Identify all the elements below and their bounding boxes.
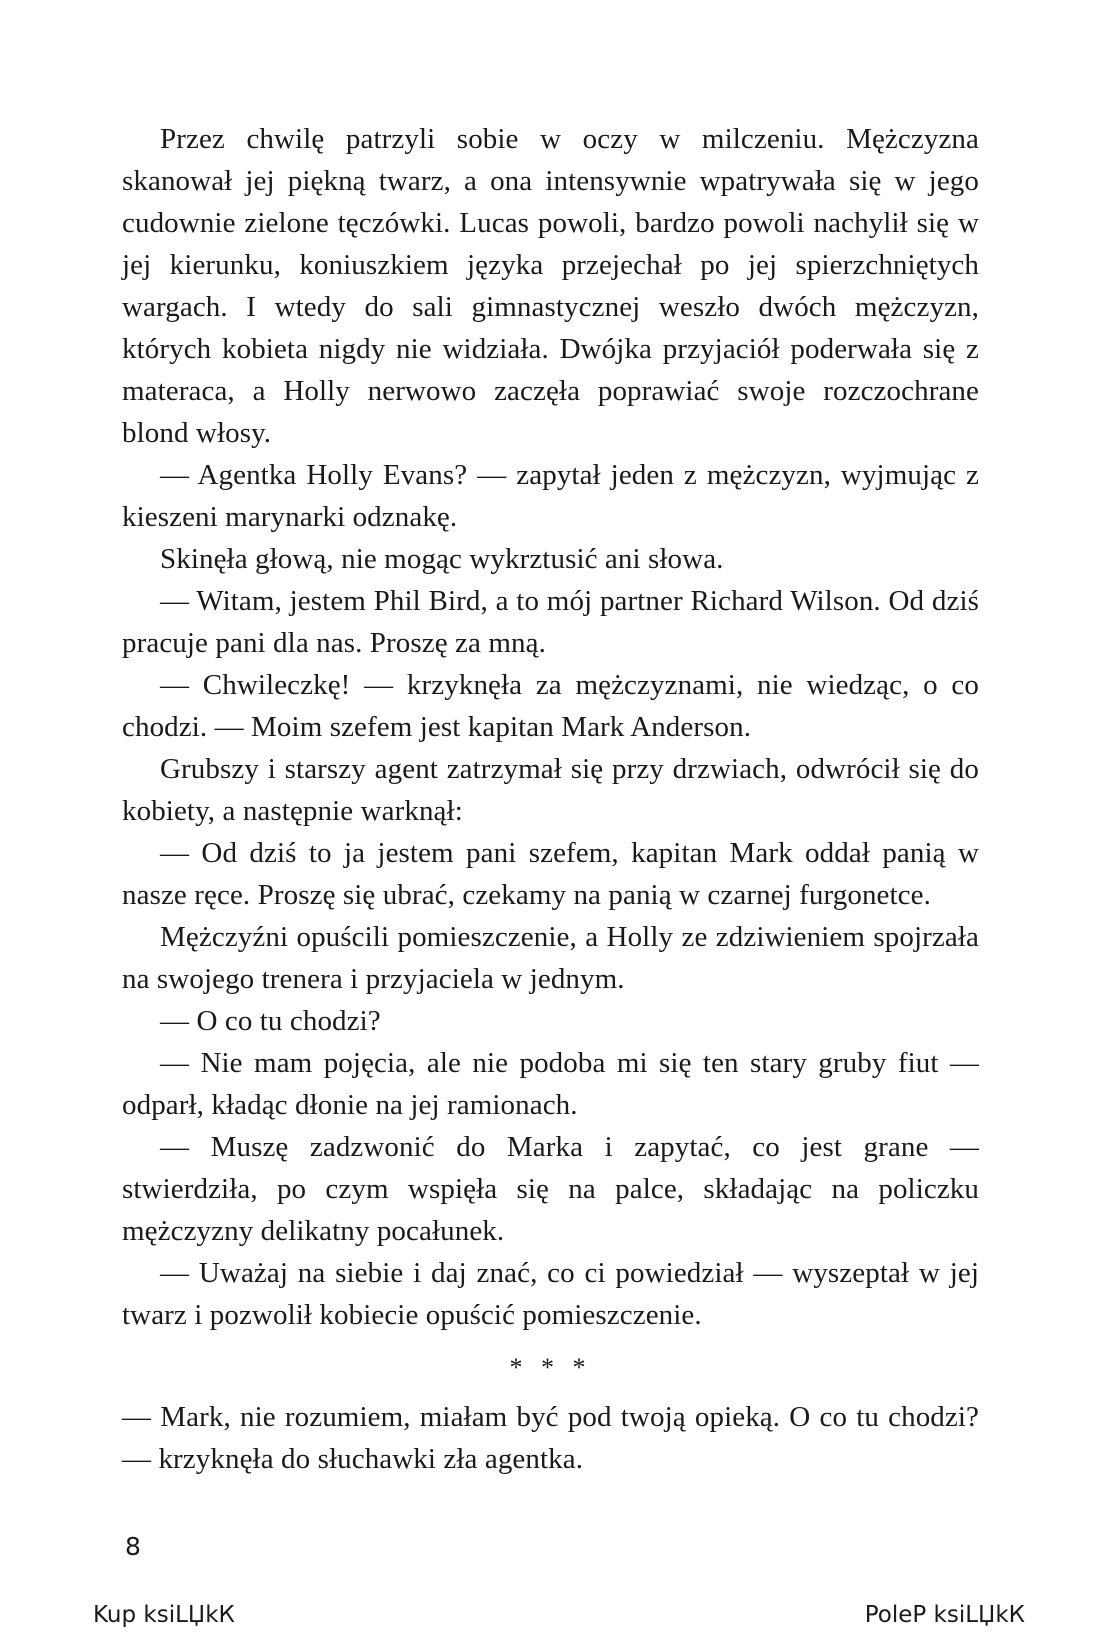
scene-separator: * * * bbox=[509, 1353, 592, 1382]
paragraph: — Chwileczkę! — krzyknęła za mężczyznami, nie wiedząc, o co chodzi. — Moim szefem jest kapitan Mark Anderson. bbox=[122, 669, 979, 743]
paragraph: Skinęła głową, nie mogąc wykrztusić ani słowa. bbox=[160, 543, 724, 575]
paragraph: Przez chwilę patrzyli sobie w oczy w milczeniu. Mężczyzna skanował jej piękną twarz, a ona intensywnie wpatrywała się w jego cudownie zielone tęczówki. Lucas powoli, bardzo powoli nachylił się w jej kierunku, koniuszkiem języka przejechał po jej spierzchniętych wargach. I wtedy do sali gimnastycznej weszło dwóch mężczyzn, których kobieta nigdy nie widziała. Dwójka przyjaciół poderwała się z materaca, a Holly nerwowo zaczęła poprawiać swoje rozczochrane blond włosy. bbox=[122, 123, 979, 449]
book-text-block bbox=[122, 118, 979, 1480]
paragraph: — Agentka Holly Evans? — zapytał jeden z mężczyzn, wyjmując z kieszeni marynarki odznakę. bbox=[122, 459, 979, 533]
paragraph: Grubszy i starszy agent zatrzymał się przy drzwiach, odwrócił się do kobiety, a następnie warknął: bbox=[122, 753, 979, 827]
paragraph: — Witam, jestem Phil Bird, a to mój partner Richard Wilson. Od dziś pracuje pani dla nas. Proszę za mną. bbox=[122, 585, 979, 659]
paragraph: — Nie mam pojęcia, ale nie podoba mi się ten stary gruby fiut — odparł, kładąc dłonie na jej ramionach. bbox=[122, 1047, 979, 1121]
paragraph: — Uważaj na siebie i daj znać, co ci powiedział — wyszeptał w jej twarz i pozwolił kobiecie opuścić pomieszczenie. bbox=[122, 1257, 979, 1331]
paragraph: — Muszę zadzwonić do Marka i zapytać, co jest grane — stwierdziła, po czym wspięła się na palce, składając na policzku mężczyzny delikatny pocałunek. bbox=[122, 1131, 979, 1247]
recommend-book-link[interactable]: PoleР ksiLЏkК bbox=[864, 1602, 1025, 1628]
paragraph: — Od dziś to ja jestem pani szefem, kapitan Mark oddał panią w nasze ręce. Proszę się ubrać, czekamy na panią w czarnej furgonetce. bbox=[122, 837, 979, 911]
paragraph: — Mark, nie rozumiem, miałam być pod twoją opieką. O co tu chodzi? — krzyknęła do słuchawki zła agentka. bbox=[122, 1401, 979, 1475]
page-number: 8 bbox=[125, 1532, 141, 1561]
paragraph: — O co tu chodzi? bbox=[160, 1005, 381, 1037]
paragraph: Mężczyźni opuścili pomieszczenie, a Holly ze zdziwieniem spojrzała na swojego trenera i przyjaciela w jednym. bbox=[122, 921, 979, 995]
buy-book-link[interactable]: Kup ksiLЏkК bbox=[93, 1602, 235, 1628]
